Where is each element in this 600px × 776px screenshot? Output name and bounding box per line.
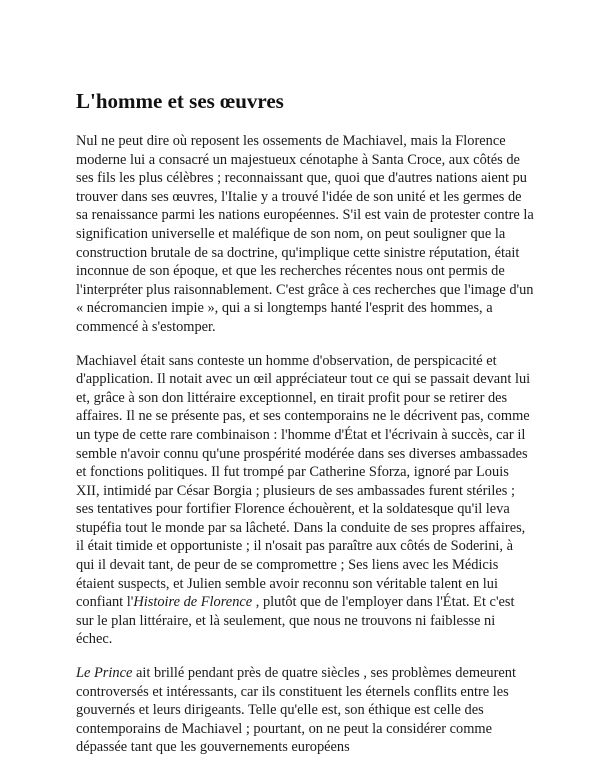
paragraph-2 xyxy=(76,352,534,650)
paragraph-1-text: Nul ne peut dire où reposent les ossements de Machiavel, mais la Florence moderne lui a consacré un majestueux cénotaphe à Santa Croce, aux côtés de ses fils les plus célèbres ; reconnaissant que, quoi que d'autres nations aient pu trouver dans ses œuvres, l'Italie y a trouvé l'idée de son unité et les germes de sa renaissance parmi les nations européennes. S'il est vain de protester contre la signification universelle et maléfique de son nom, on peut souligner que la construction brutale de sa doctrine, qu'implique cette sinistre réputation, était inconnue de son époque, et que les recherches récentes nous ont permis de l'interpréter plus raisonnablement. C'est grâce à ces recherches que l'image d'un « nécromancien impie », qui a si longtemps hanté l'esprit des hommes, a commencé à s'estomper. xyxy=(76,133,534,335)
document-page xyxy=(76,88,534,772)
paragraph-2-text-end: , plutôt que de l'employer dans l'État. Et c'est sur le plan littéraire, et là seulement, que nous ne trouvons ni faiblesse ni échec. xyxy=(76,594,515,648)
paragraph-3 xyxy=(76,664,534,757)
paragraph-2-text-start: Machiavel était sans conteste un homme d'observation, de perspicacité et d'application. Il notait avec un œil appréciateur tout ce qui se passait devant lui et, grâce à son don littéraire exceptionnel, en tirait profit pour se retirer des affaires. Il ne se présente pas, et ses contemporains ne le décrivent pas, comme un type de cette rare combinaison : l'homme d'État et l'écrivain à succès, car il semble n'avoir connu qu'une prospérité modérée dans ses diverses ambassades et fonctions politiques. Il fut trompé par Catherine Sforza, ignoré par Louis XII, intimidé par César Borgia ; plusieurs de ses ambassades furent stériles ; ses tentatives pour fortifier Florence échouèrent, et la soldatesque qu'il leva stupéfia tout le monde par sa lâcheté. Dans la conduite de ses propres affaires, il était timide et opportuniste ; il n'osait pas paraître aux côtés de Soderini, à qui il devait tant, de peur de se compromettre ; Ses liens avec les Médicis étaient suspects, et Julien semble avoir reconnu son véritable talent en lui confiant l' xyxy=(76,352,531,611)
section-title: L'homme et ses œuvres xyxy=(76,89,284,113)
paragraph-3-text: ait brillé pendant près de quatre siècles , ses problèmes demeurent controversés et intéressants, car ils constituent les éternels conflits entre les gouvernés et leurs dirigeants. Telle qu'elle est, son éthique est celle des contemporains de Machiavel ; pourtant, on ne peut la considérer comme dépassée tant que les gouvernements européens xyxy=(76,665,516,756)
book-title-prince: Le Prince xyxy=(76,665,133,682)
paragraph-1 xyxy=(76,132,534,337)
book-title-histoire: Histoire de Florence xyxy=(133,594,253,611)
